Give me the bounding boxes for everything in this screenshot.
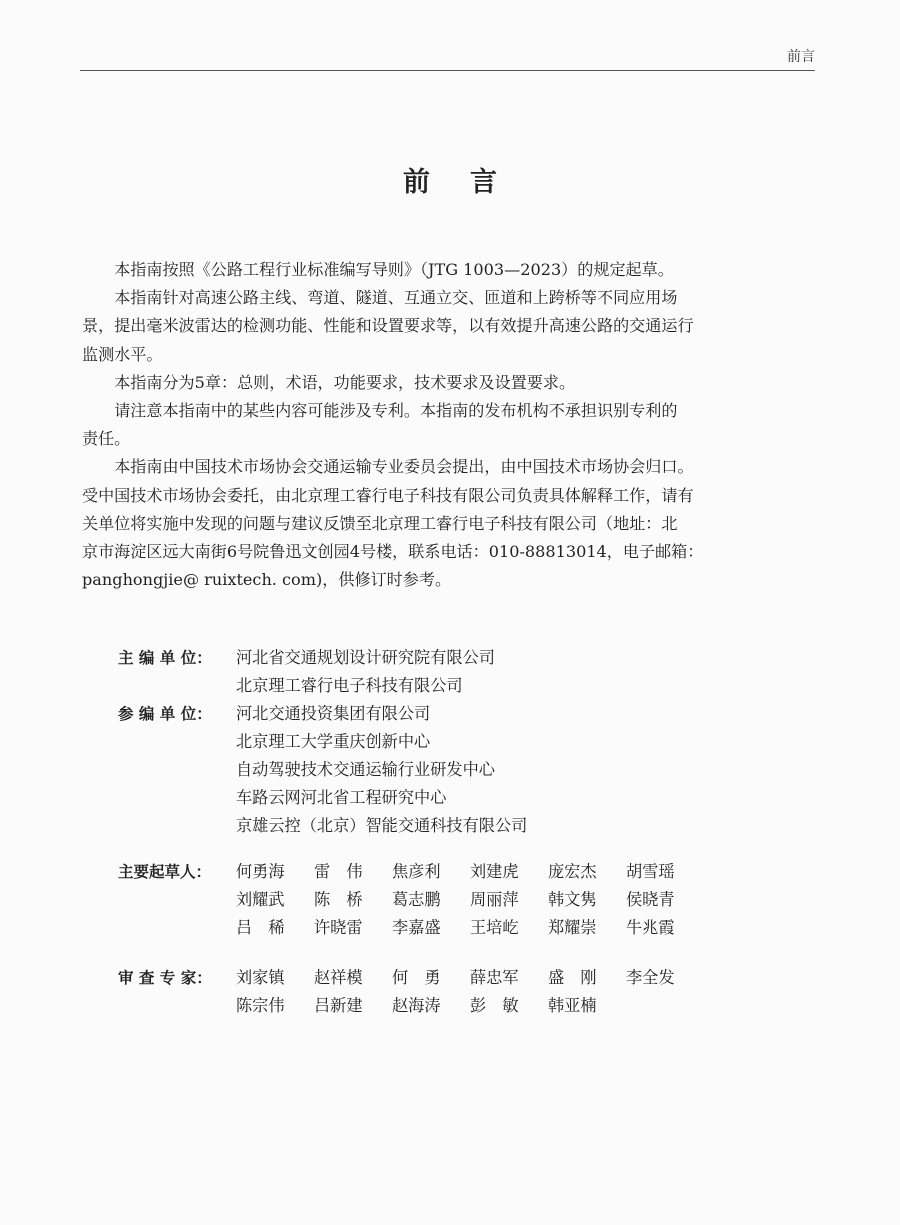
- org-name: 河北省交通规划设计研究院有限公司: [236, 648, 495, 667]
- person-name: 盛 刚: [548, 968, 597, 987]
- paragraph-line: panghongjie@ ruixtech. com)，供修订时参考。: [82, 570, 452, 590]
- person-name: 刘建虎: [470, 862, 519, 881]
- paragraph-line: 本指南由中国技术市场协会交通运输专业委员会提出，由中国技术市场协会归口。: [114, 457, 694, 477]
- chief-editor-list: [236, 644, 495, 700]
- paragraph-line: 京市海淀区远大南街6号院鲁迅文创园4号楼，联系电话：010-88813014，电子邮箱：: [82, 542, 704, 562]
- co-editors-list: [236, 700, 527, 840]
- person-name: 刘家镇: [236, 968, 285, 987]
- running-header: 前言: [787, 49, 815, 65]
- person-name: 李全发: [626, 968, 675, 987]
- person-name: 韩文隽: [548, 890, 597, 909]
- person-name: 陈 桥: [314, 890, 363, 909]
- person-name: 吕新建: [314, 996, 363, 1015]
- drafters-label: 主要起草人：: [118, 863, 212, 881]
- chief-editor-row: [118, 644, 758, 700]
- paragraph-line: 责任。: [82, 429, 131, 449]
- person-name: 韩亚楠: [548, 996, 597, 1015]
- person-name: 李嘉盛: [392, 918, 441, 937]
- paragraph-line: 监测水平。: [82, 344, 163, 364]
- org-name: 京雄云控（北京）智能交通科技有限公司: [236, 816, 528, 835]
- paragraph-contact: [82, 453, 816, 594]
- person-name: 庞宏杰: [548, 862, 597, 881]
- page-title: 前言: [403, 167, 537, 198]
- co-editors-row: [118, 700, 758, 840]
- paragraph-scope: [82, 284, 816, 369]
- person-name: 葛志鹏: [392, 890, 441, 909]
- person-name: 郑耀崇: [548, 918, 597, 937]
- org-name: 车路云网河北省工程研究中心: [236, 788, 447, 807]
- person-name: 吕 稀: [236, 918, 285, 937]
- paragraph-drafting-basis: [82, 256, 816, 284]
- org-name: 北京理工大学重庆创新中心: [236, 732, 431, 751]
- person-name: 周丽萍: [470, 890, 519, 909]
- reviewers-label: 审 查 专 家：: [118, 969, 212, 987]
- person-name: 何勇海: [236, 862, 285, 881]
- paragraph-line: 关单位将实施中发现的问题与建议反馈至北京理工睿行电子科技有限公司（地址：北: [82, 513, 678, 533]
- preface-body: [82, 256, 816, 594]
- person-name: 赵海涛: [392, 996, 441, 1015]
- person-name: 陈宗伟: [236, 996, 285, 1015]
- drafters-list: [236, 858, 704, 942]
- org-name: 自动驾驶技术交通运输行业研发中心: [236, 760, 495, 779]
- org-name: 北京理工睿行电子科技有限公司: [236, 676, 463, 695]
- co-editors-label: 参 编 单 位：: [118, 705, 212, 723]
- paragraph-line: 景，提出毫米波雷达的检测功能、性能和设置要求等，以有效提升高速公路的交通运行: [82, 316, 694, 336]
- chief-editor-label: 主 编 单 位：: [118, 649, 212, 667]
- header-rule: [80, 70, 815, 71]
- person-name: 刘耀武: [236, 890, 285, 909]
- drafters-row: [118, 858, 758, 942]
- person-name: 侯晓青: [626, 890, 675, 909]
- person-name: 焦彦利: [392, 862, 441, 881]
- person-name: 雷 伟: [314, 862, 363, 881]
- person-name: 许晓雷: [314, 918, 363, 937]
- reviewers-list: [236, 964, 704, 1020]
- paragraph-line: 本指南按照《公路工程行业标准编写导则》（JTG 1003—2023）的规定起草。: [114, 260, 674, 279]
- reviewers-row: [118, 964, 758, 1020]
- paragraph-line: 受中国技术市场协会委托，由北京理工睿行电子科技有限公司负责具体解释工作，请有: [82, 485, 694, 505]
- paragraph-line: 请注意本指南中的某些内容可能涉及专利。本指南的发布机构不承担识别专利的: [114, 401, 678, 421]
- paragraph-line: 本指南分为5章：总则，术语，功能要求，技术要求及设置要求。: [114, 372, 576, 392]
- person-name: 何 勇: [392, 968, 441, 987]
- credits-section: [118, 644, 758, 1020]
- org-name: 河北交通投资集团有限公司: [236, 704, 431, 723]
- paragraph-line: 本指南针对高速公路主线、弯道、隧道、互通立交、匝道和上跨桥等不同应用场: [114, 288, 678, 308]
- paragraph-patent-notice: [82, 397, 816, 453]
- person-name: 王培屹: [470, 918, 519, 937]
- paragraph-structure: [82, 369, 816, 397]
- person-name: 薛忠军: [470, 968, 519, 987]
- person-name: 胡雪瑶: [626, 862, 675, 881]
- person-name: 赵祥模: [314, 968, 363, 987]
- person-name: 牛兆霞: [626, 918, 675, 937]
- person-name: 彭 敏: [470, 996, 519, 1015]
